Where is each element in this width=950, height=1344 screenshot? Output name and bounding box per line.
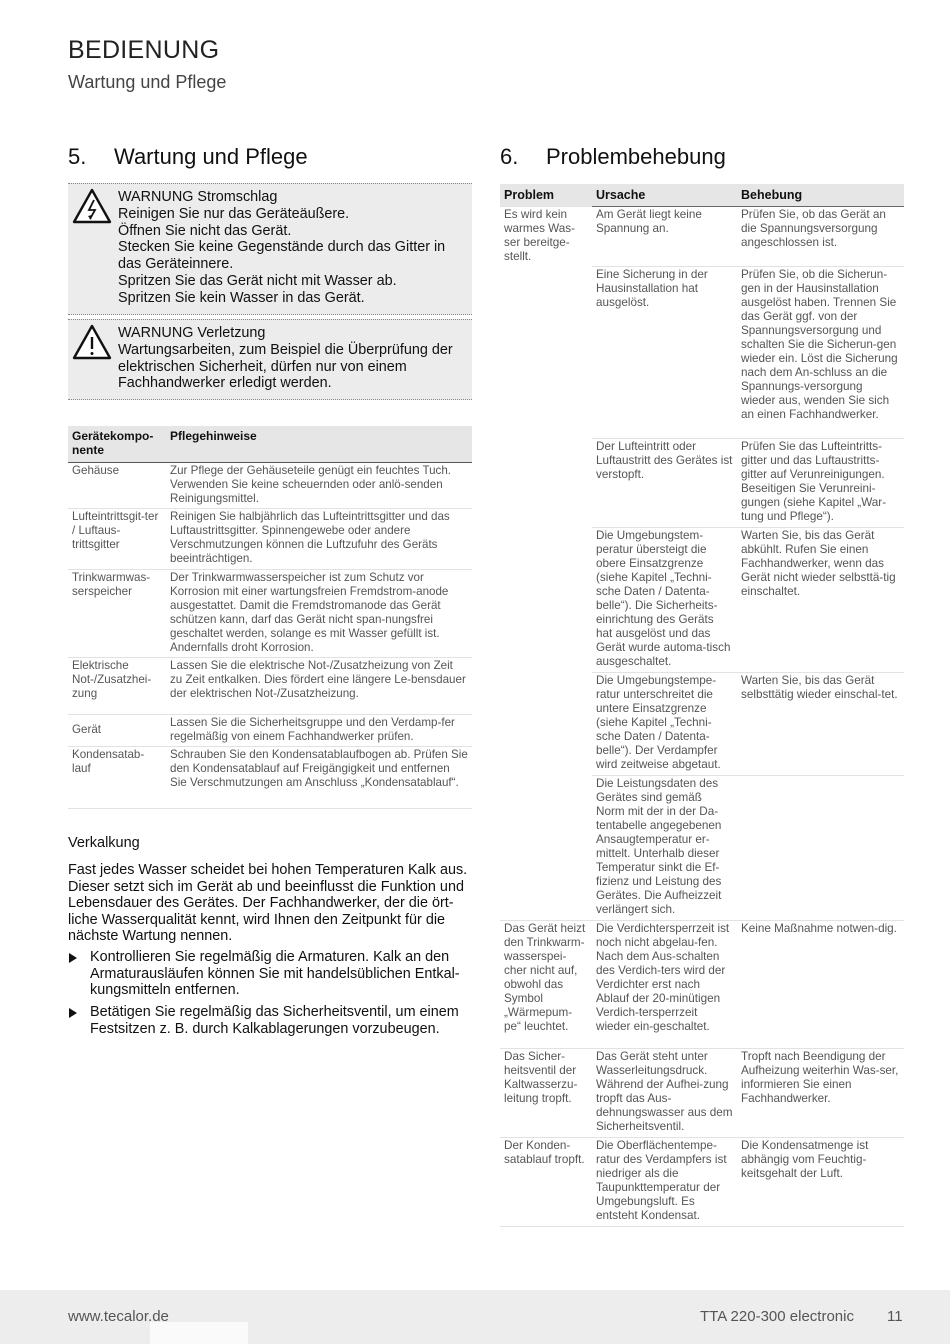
cause-cell: Die Oberflächentempe-ratur des Verdampfers ist niedriger als die Taupunkttemperatur der Umgebungsluft. Es entsteht Kondensat. [592,1137,737,1226]
list-item-text: Kontrollieren Sie regelmäßig die Armaturen. Kalk an den Armaturausläufen können Sie mit handelsüblichen Entkal-kungsmitteln entfernen. [90,949,460,999]
remedy-cell: Prüfen Sie, ob die Sicherun-gen in der Hausinstallation ausgelöst haben. Trennen Sie das Gerät ggf. von der Spannungsversorgung und schalten Sie die Sicherun-gen wieder ein. Löst die Sicherung nach dem An-schluss an die Spannungs-versorgung wieder aus, wenden Sie sich an einen Fachhandwerker. [737,266,904,438]
cause-cell: Das Gerät steht unter Wasserleitungsdruck. Während der Aufhei-zung tropft das Aus-dehnungswasser aus dem Sicherheitsventil. [592,1048,737,1137]
footer-model: TTA 220-300 electronic [700,1308,854,1325]
table-row [68,746,472,808]
section-title: BEDIENUNG [68,36,220,64]
remedy-cell: Warten Sie, bis das Gerät abkühlt. Rufen Sie einen Fachhandwerker, wenn das Gerät nicht wieder selbsttä-tig einschaltet. [737,527,904,672]
warning-line: Stecken Sie keine Gegenstände durch das Gitter in das Geräteinnere. [118,239,446,273]
problem-cell: Der Konden-satablauf tropft. [500,1137,592,1226]
cause-cell: Am Gerät liegt keine Spannung an. [592,206,737,266]
section-subtitle: Wartung und Pflege [68,72,227,92]
heading-maintenance [68,144,308,170]
table-row [500,206,904,266]
remedy-cell: Prüfen Sie, ob das Gerät an die Spannungsversorgung angeschlossen ist. [737,206,904,266]
heading-troubleshooting [500,144,726,170]
descaling-paragraph: Fast jedes Wasser scheidet bei hohen Temperaturen Kalk aus. Dieser setzt sich im Gerät ab und beeinflusst die Funktion und Lebensdauer des Gerätes. Der Fachhandwerker, der die ört-liche Wasserqualität kennt, wird Ihnen den Zeitpunkt für die nächste Wartung nennen. [68,862,468,945]
component-cell: Trinkwarmwas-serspeicher [68,569,166,657]
heading-number: 5. [68,144,87,169]
column-header: Behebung [737,184,904,206]
remedy-cell: Die Kondensatmenge ist abhängig vom Feuchtig-keitsgehalt der Luft. [737,1137,904,1226]
care-table [68,426,472,809]
heading-text: Problembehebung [546,144,726,169]
arrow-bullet-icon [69,953,77,963]
problem-cell: Das Gerät heizt den Trinkwarm-wasserspei-cher nicht auf, obwohl das Symbol „Wärmepum-pe“ leuchtet. [500,920,592,1048]
footer-url: www.tecalor.de [68,1308,169,1325]
arrow-bullet-icon [69,1008,77,1018]
table-row [500,920,904,1048]
warning-line: Wartungsarbeiten, zum Beispiel die Überprüfung der elektrischen Sicherheit, dürfen nur von einem Fachhandwerker erledigt werden. [118,341,453,392]
heading-text: Wartung und Pflege [114,144,308,169]
column-header: Gerätekompo-nente [68,426,166,462]
warning-line: Spritzen Sie das Gerät nicht mit Wasser ab. [118,272,397,289]
list-item [68,949,473,999]
remedy-cell: Keine Maßnahme notwen-dig. [737,920,904,1048]
care-cell: Schrauben Sie den Kondensatablaufbogen ab. Prüfen Sie den Kondensatablauf auf Freigängigkeit und entfernen Sie Verschmutzungen am Anschluss „Kondensatablauf“. [166,746,472,808]
table-row [500,1048,904,1137]
table-row [68,462,472,508]
list-item-text: Betätigen Sie regelmäßig das Sicherheitsventil, um einem Festsitzen z. B. durch Kalkablagerungen vorzubeugen. [90,1004,459,1037]
care-cell: Lassen Sie die elektrische Not-/Zusatzheizung von Zeit zu Zeit entkalken. Dies fördert eine längere Le-bensdauer der elektrischen Not-/Zusatzheizung. [166,657,472,714]
care-cell: Zur Pflege der Gehäuseteile genügt ein feuchtes Tuch. Verwenden Sie keine scheuernden oder anlö-senden Reinigungsmittel. [166,462,472,508]
care-cell: Lassen Sie die Sicherheitsgruppe und den Verdamp-fer regelmäßig von einem Fachhandwerker prüfen. [166,714,472,746]
component-cell: Gerät [68,714,166,746]
subheading-descaling: Verkalkung [68,835,140,851]
caution-warning-icon [72,324,112,360]
table-row [500,1137,904,1226]
remedy-cell: Tropft nach Beendigung der Aufheizung weiterhin Was-ser, informieren Sie einen Fachhandwerker. [737,1048,904,1137]
warning-electric-shock [68,183,472,315]
component-cell: Elektrische Not-/Zusatzhei-zung [68,657,166,714]
table-row [68,714,472,746]
warning-line: Öffnen Sie nicht das Gerät. [118,222,292,239]
remedy-cell: Warten Sie, bis das Gerät selbsttätig wieder einschal-tet. [737,672,904,775]
problem-cell: Das Sicher-heitsventil der Kaltwasserzu-leitung tropft. [500,1048,592,1137]
electric-warning-icon [72,188,112,224]
troubleshooting-table [500,184,904,1227]
column-header: Problem [500,184,592,206]
component-cell: Gehäuse [68,462,166,508]
page-number: 11 [887,1308,903,1325]
column-header: Ursache [592,184,737,206]
warning-line: WARNUNG Stromschlag [118,189,278,205]
warning-line: Reinigen Sie nur das Geräteäußere. [118,205,350,222]
cause-cell: Die Umgebungstem-peratur übersteigt die obere Einsatzgrenze (siehe Kapitel „Techni-sche Daten / Datenta-belle“). Die Sicherheits-einrichtung des Geräts hat ausgelöst und das Gerät wurde automa-tisch ausgeschaltet. [592,527,737,672]
cause-cell: Die Verdichtersperrzeit ist noch nicht abgelau-fen. Nach dem Aus-schalten des Verdich-ters wird der Verdichter erst nach Ablauf der 20-minütigen Verdich-tersperrzeit wieder ein-geschaltet. [592,920,737,1048]
component-cell: Kondensatab-lauf [68,746,166,808]
cause-cell: Der Lufteintritt oder Luftaustritt des Gerätes ist verstopft. [592,438,737,527]
cause-cell: Eine Sicherung in der Hausinstallation hat ausgelöst. [592,266,737,438]
component-cell: Lufteintrittsgit-ter / Luftaus-trittsgitter [68,508,166,569]
cause-cell: Die Leistungsdaten des Gerätes sind gemäß Norm mit der in der Da-tentabelle angegebenen Ansaugtemperatur er-mittelt. Unterhalb dieser Temperatur sinkt die Ef-fizienz und Leistung des Gerätes. Die Aufheizzeit verlängert sich. [592,775,737,920]
problem-cell: Es wird kein warmes Was-ser bereitge-stellt. [500,206,592,920]
care-cell: Der Trinkwarmwasserspeicher ist zum Schutz vor Korrosion mit einer wartungsfreien Fremdstrom-anode ausgestattet. Damit die Fremdstromanode das Gerät schützen kann, darf das Gerät nicht span-nungsfrei geschaltet werden, solange es mit Wasser gefüllt ist. Andernfalls droht Korrosion. [166,569,472,657]
warning-injury [68,319,472,400]
footer-scan-patch [150,1322,248,1344]
warning-line: WARNUNG Verletzung [118,325,266,341]
remedy-cell: Prüfen Sie das Lufteintritts-gitter und das Luftaustritts-gitter auf Verunreinigungen. Beseitigen Sie Verunreini-gungen (siehe Kapitel „War-tung und Pflege“). [737,438,904,527]
remedy-cell [737,775,904,920]
cause-cell: Die Umgebungstempe-ratur unterschreitet die untere Einsatzgrenze (siehe Kapitel „Techni-sche Daten / Datenta-belle“). Der Verdampfer wird zeitweise abgetaut. [592,672,737,775]
heading-number: 6. [500,144,519,169]
table-row [68,569,472,657]
warning-line: Spritzen Sie kein Wasser in das Gerät. [118,289,365,306]
care-cell: Reinigen Sie halbjährlich das Lufteintrittsgitter und das Luftaustrittsgitter. Spinnengewebe oder andere Verschmutzungen können die Luftzufuhr des Geräts beeinträchtigen. [166,508,472,569]
column-header: Pflegehinweise [166,426,472,462]
list-item [68,1004,473,1037]
table-row [68,657,472,714]
table-row [68,508,472,569]
